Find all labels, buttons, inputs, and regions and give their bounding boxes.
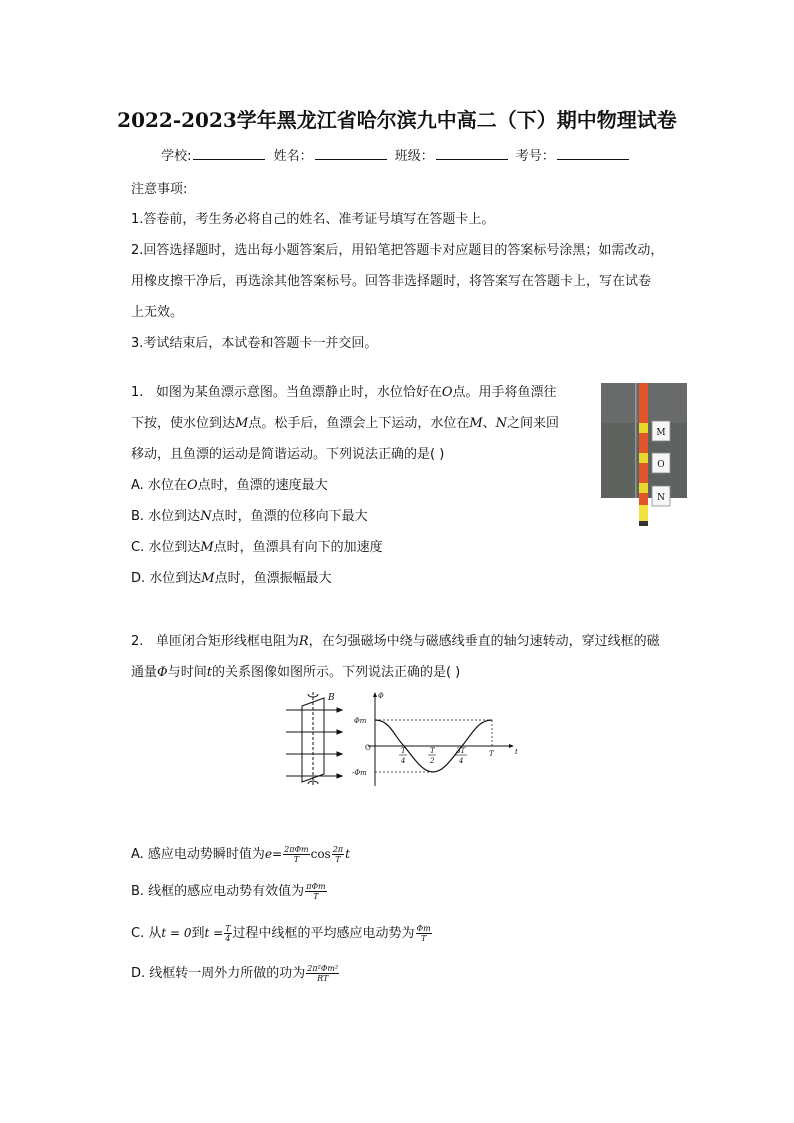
q2-text: 通量 (131, 665, 158, 680)
fraction-den: T (420, 934, 427, 943)
math-cos: cos (310, 847, 331, 861)
q2-text: 单匝闭合矩形线框电阻为 (155, 634, 299, 649)
math-expr: t = 0 (161, 926, 192, 940)
q2-option-text: 到 (191, 926, 205, 941)
math-expr: t = (204, 926, 224, 940)
q1-text: 点。松手后，鱼漂会上下运动，水位在 (248, 416, 470, 431)
arrow-head (337, 730, 342, 734)
t-axis-label: t (515, 748, 518, 756)
fraction-num: 2πΦm (284, 845, 309, 854)
fraction-den: T (313, 892, 319, 901)
q2-var-r: R (298, 634, 309, 649)
float-band (639, 453, 648, 463)
q1-var-m: M (235, 416, 249, 431)
phi-axis-arrow (373, 692, 377, 697)
fraction (332, 845, 344, 864)
q1-option-text: 点时，鱼漂具有向下的加速度 (213, 540, 383, 555)
q2-option-text: 过程中线框的平均感应电动势为 (232, 926, 415, 941)
fraction-num: 2π (332, 845, 344, 854)
arrow-head (337, 752, 342, 756)
fraction (305, 882, 326, 901)
marker-n-label: N (657, 493, 665, 503)
q2-option-text: A. 感应电动势瞬时值为 (131, 847, 265, 862)
q2-option-b (131, 880, 328, 901)
q1-number: 1. (131, 385, 144, 400)
fishing-line (635, 383, 637, 498)
fraction (306, 964, 339, 983)
q1-option-text: D. 水位到达 (131, 571, 202, 586)
q1-text: 如图为某鱼漂示意图。当鱼漂静止时，水位恰好在 (155, 385, 442, 400)
q1-option-text: C. 水位到达 (131, 540, 201, 555)
fraction-num: πΦm (306, 882, 326, 891)
negphim-label: -Φm (352, 769, 367, 777)
q2-text: ，在匀强磁场中绕与磁感线垂直的轴匀速转动，穿过线框的磁 (308, 634, 660, 649)
arrow-head (337, 708, 342, 712)
note-2-line-2: 用橡皮擦干净后，再选涂其他答案标号。回答非选择题时，将答案写在答题卡上，写在试卷 (131, 274, 652, 289)
q1-text: 、 (482, 416, 496, 431)
q2-diagram (280, 688, 520, 788)
fraction-den: 4 (225, 934, 231, 943)
tick-t4-den: 4 (401, 757, 406, 765)
page-title: 2022-2023学年黑龙江省哈尔滨九中高二（下）期中物理试卷 (117, 108, 677, 132)
float-band (639, 483, 648, 493)
note-2-line-3: 上无效。 (131, 305, 184, 320)
math-t: t (345, 847, 350, 861)
t-axis-arrow (509, 744, 514, 748)
tick-t-label: T (489, 750, 494, 758)
phi-axis-label: Φ (378, 692, 384, 700)
number-blank (557, 147, 629, 160)
note-1: 1.答卷前，考生务必将自己的姓名、准考证号填写在答题卡上。 (131, 212, 495, 227)
marker-m-label: M (656, 428, 666, 438)
arrow-head (337, 774, 342, 778)
q2-var-phi: Φ (157, 665, 168, 680)
math-e: e (264, 847, 273, 861)
q2-text: 的关系图像如图所示。下列说法正确的是( ) (211, 665, 461, 680)
math-eq: = (272, 847, 283, 861)
fraction-num: T (225, 924, 231, 933)
q2-option-d (131, 962, 340, 983)
b-field-label: B (328, 693, 335, 703)
q1-option-text: A. 水位在 (131, 478, 187, 493)
fishing-float-image (601, 383, 687, 526)
tick-3t4-den: 4 (459, 757, 464, 765)
name-label: 姓名： (273, 149, 313, 164)
q1-var-n: N (495, 416, 508, 431)
q1-var-m: M (200, 540, 214, 555)
fraction-num: 2π²Φm² (307, 964, 339, 973)
q2-var-t: t (206, 665, 212, 680)
q1-var-m: M (201, 571, 215, 586)
fraction-den: RT (317, 974, 329, 983)
q1-option-a (131, 474, 328, 493)
q2-text: 与时间 (167, 665, 207, 680)
q2-option-text: D. 线框转一周外力所做的功为 (131, 966, 306, 981)
number-label: 考号： (515, 149, 555, 164)
q1-var-o: O (186, 478, 198, 493)
float-band (639, 423, 648, 433)
float-tip-end (639, 521, 648, 526)
q2-option-text: C. 从 (131, 926, 162, 941)
q1-line-2 (131, 412, 559, 431)
phim-label: Φm (354, 717, 367, 725)
q1-option-text: 点时，鱼漂振幅最大 (214, 571, 332, 586)
name-blank (315, 147, 387, 160)
tick-t2-den: 2 (430, 757, 435, 765)
q1-text: 点。用手将鱼漂往 (452, 385, 557, 400)
q1-text: 下按，使水位到达 (131, 416, 236, 431)
notes-heading: 注意事项: (131, 182, 188, 197)
q2-number: 2. (131, 634, 144, 649)
flux-graph (368, 692, 514, 786)
fraction-den: T (335, 855, 341, 864)
q1-text: 之间来回 (507, 416, 560, 431)
q1-option-d (131, 567, 332, 586)
q1-option-text: 点时，鱼漂的位移向下最大 (211, 509, 368, 524)
note-2-line-1: 2.回答选择题时，选出每小题答案后，用铅笔把答题卡对应题目的答案标号涂黑；如需改动， (131, 243, 664, 258)
q2-option-a (131, 843, 350, 864)
fraction-den: T (293, 855, 300, 864)
class-label: 班级： (394, 149, 434, 164)
tick-t2-num: T (430, 747, 435, 755)
school-blank (193, 147, 265, 160)
q1-option-b (131, 505, 368, 524)
q2-line-1 (131, 630, 660, 649)
fraction (224, 924, 231, 943)
q1-line-1 (131, 381, 557, 400)
q1-option-text: B. 水位到达 (131, 509, 201, 524)
q1-var-o: O (441, 385, 453, 400)
graph-labels (352, 692, 518, 777)
q2-option-c (131, 922, 433, 943)
coil-figure (286, 692, 342, 786)
fraction (416, 924, 432, 943)
note-3: 3.考试结束后，本试卷和答题卡一并交回。 (131, 336, 378, 351)
fraction (283, 845, 310, 864)
fraction-num: Φm (416, 924, 431, 933)
tick-t4-num: T (401, 747, 406, 755)
q2-line-2 (131, 661, 460, 680)
marker-o-label: O (657, 460, 665, 470)
tick-3t4-num: 3T (456, 747, 466, 755)
q1-line-3: 移动，且鱼漂的运动是简谐运动。下列说法正确的是( ) (131, 447, 445, 462)
student-info-row (0, 145, 794, 164)
q1-var-m: M (469, 416, 483, 431)
q1-option-c (131, 536, 383, 555)
origin-label: O (365, 744, 371, 752)
q2-option-text: B. 线框的感应电动势有效值为 (131, 884, 305, 899)
q1-option-text: 点时，鱼漂的速度最大 (197, 478, 328, 493)
q1-var-n: N (200, 509, 212, 524)
class-blank (436, 147, 508, 160)
school-label: 学校: (161, 149, 192, 164)
